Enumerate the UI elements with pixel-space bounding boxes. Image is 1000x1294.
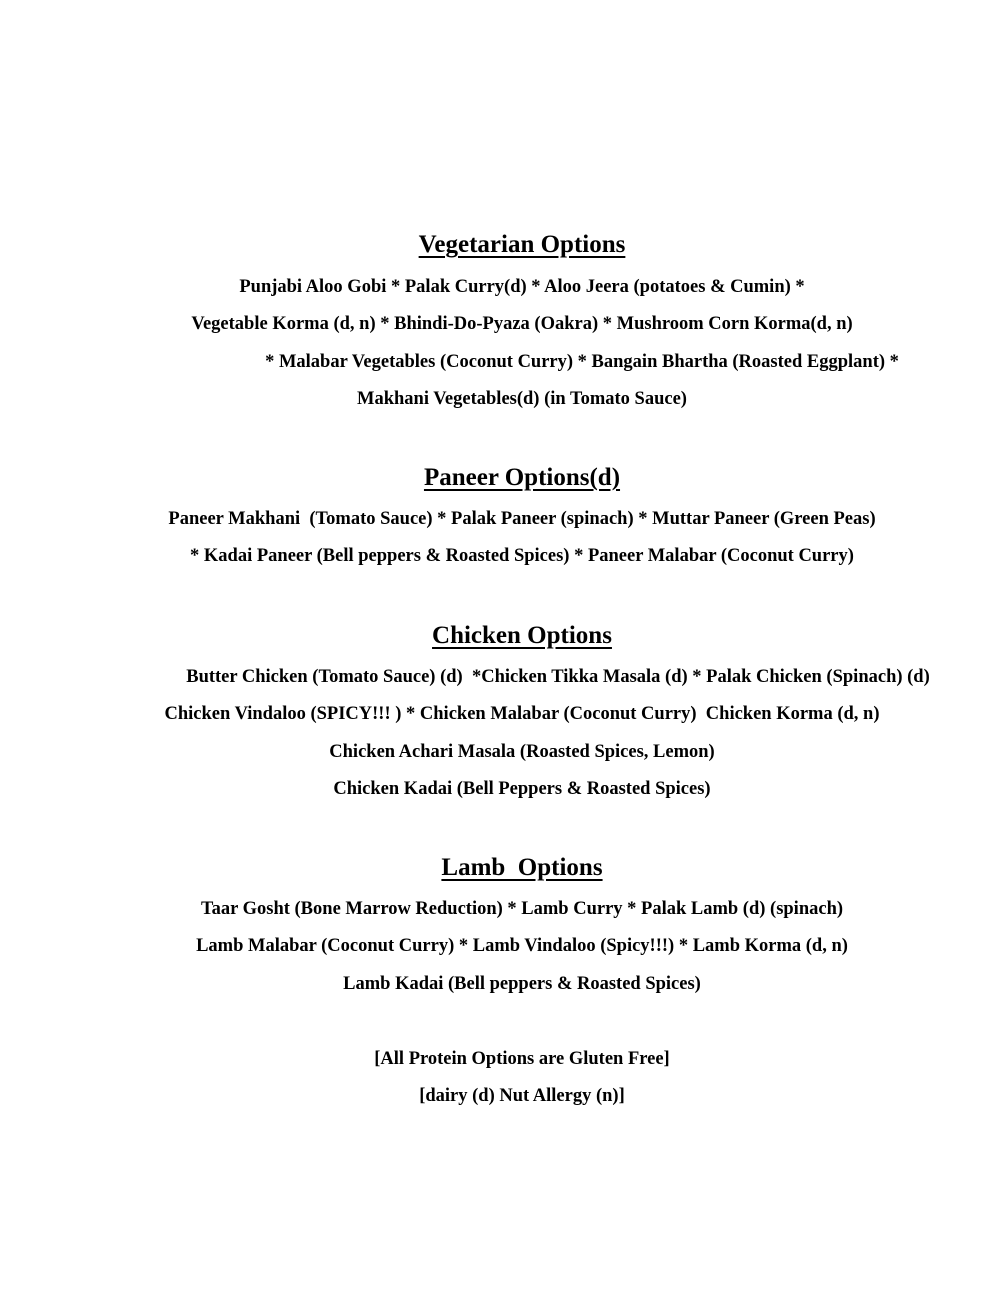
chicken-line-4: Chicken Kadai (Bell Peppers & Roasted Spices) [333,779,711,799]
paneer-heading: Paneer Options(d) [423,464,621,491]
lamb-line-3: Lamb Kadai (Bell peppers & Roasted Spices) [343,974,701,994]
allergy-legend-note: [dairy (d) Nut Allergy (n)] [419,1086,625,1106]
vegetarian-line-4: Makhani Vegetables(d) (in Tomato Sauce) [357,389,687,409]
vegetarian-line-3: * Malabar Vegetables (Coconut Curry) * Bangain Bhartha (Roasted Eggplant) * [265,352,899,372]
chicken-line-2: Chicken Vindaloo (SPICY!!! ) * Chicken Malabar (Coconut Curry) Chicken Korma (d, n) [164,704,880,724]
paneer-line-1: Paneer Makhani (Tomato Sauce) * Palak Paneer (spinach) * Muttar Paneer (Green Peas) [168,509,876,529]
vegetarian-line-1: Punjabi Aloo Gobi * Palak Curry(d) * Aloo Jeera (potatoes & Cumin) * [239,277,805,297]
chicken-line-3: Chicken Achari Masala (Roasted Spices, Lemon) [329,742,715,762]
chicken-heading: Chicken Options [432,622,612,649]
chicken-line-1: Butter Chicken (Tomato Sauce) (d) *Chicken Tikka Masala (d) * Palak Chicken (Spinach) (d) [186,667,930,687]
lamb-heading: Lamb Options [441,854,603,881]
vegetarian-line-2: Vegetable Korma (d, n) * Bhindi-Do-Pyaza (Oakra) * Mushroom Corn Korma(d, n) [191,314,853,334]
gluten-free-note: [All Protein Options are Gluten Free] [374,1049,670,1069]
paneer-line-2: * Kadai Paneer (Bell peppers & Roasted Spices) * Paneer Malabar (Coconut Curry) [190,546,854,566]
lamb-line-1: Taar Gosht (Bone Marrow Reduction) * Lamb Curry * Palak Lamb (d) (spinach) [200,899,844,919]
vegetarian-heading: Vegetarian Options [418,231,626,258]
lamb-line-2: Lamb Malabar (Coconut Curry) * Lamb Vindaloo (Spicy!!!) * Lamb Korma (d, n) [196,936,848,956]
